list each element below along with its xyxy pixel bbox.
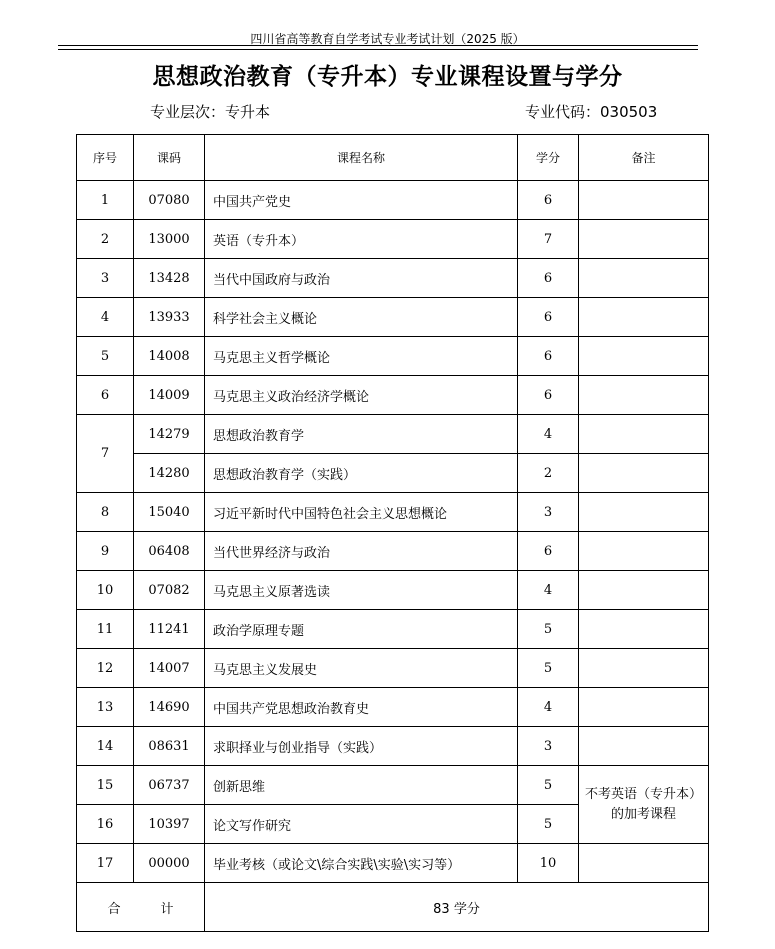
row-name: 毕业考核（或论文\综合实践\实验\实习等） xyxy=(205,844,518,883)
row-code: 14280 xyxy=(134,454,205,493)
row-note xyxy=(579,844,709,883)
row-code: 14007 xyxy=(134,649,205,688)
row-credit: 5 xyxy=(518,610,579,649)
row-code: 14690 xyxy=(134,688,205,727)
row-name: 思想政治教育学（实践） xyxy=(205,454,518,493)
row-no: 8 xyxy=(77,493,134,532)
row-name: 马克思主义哲学概论 xyxy=(205,337,518,376)
column-header-credit: 学分 xyxy=(518,135,579,181)
row-note xyxy=(579,259,709,298)
row-name: 论文写作研究 xyxy=(205,805,518,844)
row-credit: 2 xyxy=(518,454,579,493)
row-credit: 3 xyxy=(518,727,579,766)
row-no: 10 xyxy=(77,571,134,610)
row-no: 4 xyxy=(77,298,134,337)
row-credit: 6 xyxy=(518,298,579,337)
total-row xyxy=(77,883,709,932)
row-name: 求职择业与创业指导（实践） xyxy=(205,727,518,766)
row-name: 思想政治教育学 xyxy=(205,415,518,454)
row-no: 2 xyxy=(77,220,134,259)
row-code: 14008 xyxy=(134,337,205,376)
row-no: 6 xyxy=(77,376,134,415)
row-note xyxy=(579,649,709,688)
table-row xyxy=(77,766,709,805)
row-credit: 4 xyxy=(518,688,579,727)
row-name: 政治学原理专题 xyxy=(205,610,518,649)
table-row xyxy=(77,610,709,649)
row-note xyxy=(579,298,709,337)
major-level: 专业层次：专升本 xyxy=(150,103,271,121)
row-note xyxy=(579,181,709,220)
row-name: 中国共产党史 xyxy=(205,181,518,220)
row-note xyxy=(579,493,709,532)
row-note-extra-courses: 不考英语（专升本）的加考课程 xyxy=(579,766,709,844)
row-credit: 6 xyxy=(518,337,579,376)
row-credit: 3 xyxy=(518,493,579,532)
table-row xyxy=(77,649,709,688)
row-name: 马克思主义发展史 xyxy=(205,649,518,688)
row-no: 15 xyxy=(77,766,134,805)
table-row xyxy=(77,298,709,337)
row-credit: 6 xyxy=(518,259,579,298)
row-code: 13000 xyxy=(134,220,205,259)
row-name: 当代世界经济与政治 xyxy=(205,532,518,571)
row-note xyxy=(579,415,709,454)
row-name: 当代中国政府与政治 xyxy=(205,259,518,298)
row-name: 马克思主义原著选读 xyxy=(205,571,518,610)
row-note xyxy=(579,571,709,610)
row-code: 15040 xyxy=(134,493,205,532)
row-no: 14 xyxy=(77,727,134,766)
row-note xyxy=(579,727,709,766)
row-code: 14279 xyxy=(134,415,205,454)
total-label xyxy=(77,883,205,932)
table-row xyxy=(77,532,709,571)
row-no: 5 xyxy=(77,337,134,376)
row-credit: 6 xyxy=(518,181,579,220)
row-name: 创新思维 xyxy=(205,766,518,805)
column-header-code: 课码 xyxy=(134,135,205,181)
table-row xyxy=(77,376,709,415)
row-no: 13 xyxy=(77,688,134,727)
row-note xyxy=(579,454,709,493)
row-no: 3 xyxy=(77,259,134,298)
table-row xyxy=(77,259,709,298)
row-note xyxy=(579,376,709,415)
row-name: 英语（专升本） xyxy=(205,220,518,259)
row-credit: 4 xyxy=(518,415,579,454)
column-header-note: 备注 xyxy=(579,135,709,181)
table-row xyxy=(77,688,709,727)
row-code: 13428 xyxy=(134,259,205,298)
row-credit: 10 xyxy=(518,844,579,883)
table-row xyxy=(77,181,709,220)
total-label-a: 合 xyxy=(107,901,121,917)
row-code: 08631 xyxy=(134,727,205,766)
row-no: 7 xyxy=(77,415,134,493)
page-title: 思想政治教育（专升本）专业课程设置与学分 xyxy=(152,63,623,90)
row-note xyxy=(579,220,709,259)
row-code: 06737 xyxy=(134,766,205,805)
row-credit: 6 xyxy=(518,532,579,571)
table-header-row xyxy=(77,135,709,181)
row-credit: 5 xyxy=(518,766,579,805)
column-header-no: 序号 xyxy=(77,135,134,181)
row-credit: 6 xyxy=(518,376,579,415)
row-credit: 5 xyxy=(518,805,579,844)
row-note xyxy=(579,688,709,727)
row-code: 07080 xyxy=(134,181,205,220)
table-row xyxy=(77,571,709,610)
header-rule-thin xyxy=(58,49,698,50)
row-code: 14009 xyxy=(134,376,205,415)
row-code: 11241 xyxy=(134,610,205,649)
table-row xyxy=(77,415,709,454)
row-no: 9 xyxy=(77,532,134,571)
table-row xyxy=(77,337,709,376)
table-row xyxy=(77,454,709,493)
total-label-b: 计 xyxy=(160,901,174,917)
row-credit: 7 xyxy=(518,220,579,259)
row-name: 马克思主义政治经济学概论 xyxy=(205,376,518,415)
row-note xyxy=(579,337,709,376)
course-table xyxy=(76,134,709,932)
row-no: 17 xyxy=(77,844,134,883)
major-code: 专业代码：030503 xyxy=(525,103,658,121)
row-credit: 5 xyxy=(518,649,579,688)
row-code: 13933 xyxy=(134,298,205,337)
header-rule-thick xyxy=(58,45,698,46)
row-no: 11 xyxy=(77,610,134,649)
row-code: 06408 xyxy=(134,532,205,571)
row-code: 00000 xyxy=(134,844,205,883)
running-header: 四川省高等教育自学考试专业考试计划（2025 版） xyxy=(250,32,525,46)
table-row xyxy=(77,844,709,883)
row-no: 12 xyxy=(77,649,134,688)
table-row xyxy=(77,727,709,766)
row-no: 16 xyxy=(77,805,134,844)
column-header-name: 课程名称 xyxy=(205,135,518,181)
row-code: 10397 xyxy=(134,805,205,844)
table-row xyxy=(77,220,709,259)
total-value: 83 学分 xyxy=(205,883,709,932)
row-credit: 4 xyxy=(518,571,579,610)
row-name: 中国共产党思想政治教育史 xyxy=(205,688,518,727)
row-note xyxy=(579,532,709,571)
row-no: 1 xyxy=(77,181,134,220)
row-name: 科学社会主义概论 xyxy=(205,298,518,337)
row-code: 07082 xyxy=(134,571,205,610)
table-row xyxy=(77,493,709,532)
row-name: 习近平新时代中国特色社会主义思想概论 xyxy=(205,493,518,532)
row-note xyxy=(579,610,709,649)
